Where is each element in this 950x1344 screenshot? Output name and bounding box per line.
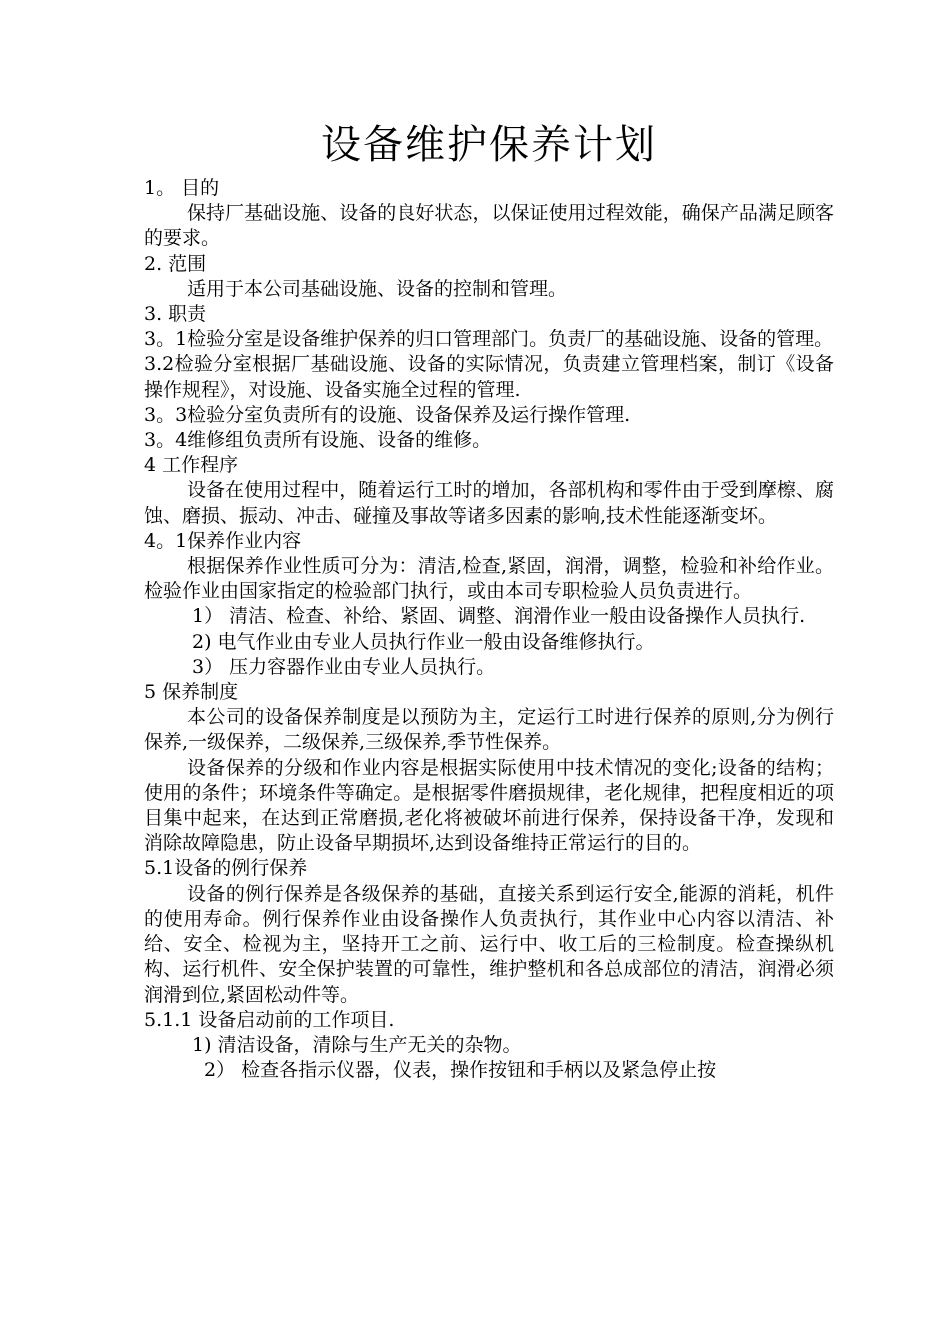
paragraph: 3。3检验分室负责所有的设施、设备保养及运行操作管理. (144, 403, 631, 426)
paragraph: 3.2检验分室根据厂基础设施、设备的实际情况，负责建立管理档案，制订《设备操作规程》，对设施、设备实施全过程的管理. (144, 353, 834, 401)
document-body (144, 176, 834, 1083)
paragraph: 设备在使用过程中，随着运行工时的增加，各部机构和零件由于受到摩檫、腐蚀、磨损、振动、冲击、碰撞及事故等诸多因素的影响,技术性能逐渐变坏。 (144, 479, 834, 527)
paragraph: 4。1保养作业内容 (144, 529, 302, 552)
paragraph: 2) 电气作业由专业人员执行作业一般由设备维修执行。 (192, 630, 655, 653)
paragraph: 适用于本公司基础设施、设备的控制和管理。 (187, 277, 568, 300)
paragraph: 4 工作程序 (144, 454, 239, 477)
paragraph: 5.1设备的例行保养 (144, 857, 308, 880)
paragraph: 设备保养的分级和作业内容是根据实际使用中技术情况的变化;设备的结构；使用的条件；环境条件等确定。是根据零件磨损规律，老化规律，把程度相近的项目集中起来，在达到正常磨损,老化将被破坏前进行保养，保持设备干净，发现和消除故障隐患，防止设备早期损坏,达到设备维持正常运行的目的。 (144, 756, 834, 855)
paragraph: 1) 清洁设备，清除与生产无关的杂物。 (192, 1033, 522, 1056)
paragraph: 2. 范围 (144, 252, 207, 275)
paragraph: 保持厂基础设施、设备的良好状态，以保证使用过程效能，确保产品满足顾客的要求。 (144, 202, 834, 250)
paragraph: 根据保养作业性质可分为：清洁,检查,紧固，润滑，调整，检验和补给作业。检验作业由国家指定的检验部门执行，或由本司专职检验人员负责进行。 (144, 555, 834, 603)
paragraph: 5.1.1 设备启动前的工作项目. (144, 1008, 395, 1031)
paragraph: 3. 职责 (144, 303, 207, 326)
paragraph: 3。1检验分室是设备维护保养的归口管理部门。负责厂的基础设施、设备的管理。 (144, 328, 834, 351)
paragraph: 本公司的设备保养制度是以预防为主，定运行工时进行保养的原则,分为例行保养,一级保养，二级保养,三级保养,季节性保养。 (144, 706, 834, 754)
paragraph: 1。 目的 (144, 177, 220, 199)
paragraph: 1） 清洁、检查、补给、紧固、调整、润滑作业一般由设备操作人员执行. (192, 605, 806, 628)
paragraph: 3。4维修组负责所有设施、设备的维修。 (144, 429, 492, 452)
document-page (144, 118, 834, 1083)
paragraph: 3） 压力容器作业由专业人员执行。 (192, 655, 496, 678)
paragraph: 设备的例行保养是各级保养的基础，直接关系到运行安全,能源的消耗，机件的使用寿命。例行保养作业由设备操作人负责执行，其作业中心内容以清洁、补给、安全、检视为主，坚持开工之前、运行中、收工后的三检制度。检查操纵机构、运行机件、安全保护装置的可靠性，维护整机和各总成部位的清洁，润滑必须润滑到位,紧固松动件等。 (144, 882, 834, 1006)
paragraph: 5 保养制度 (144, 681, 239, 704)
document-title: 设备维护保养计划 (321, 122, 657, 168)
paragraph: 2） 检查各指示仪器，仪表，操作按钮和手柄以及紧急停止按 (204, 1059, 717, 1082)
